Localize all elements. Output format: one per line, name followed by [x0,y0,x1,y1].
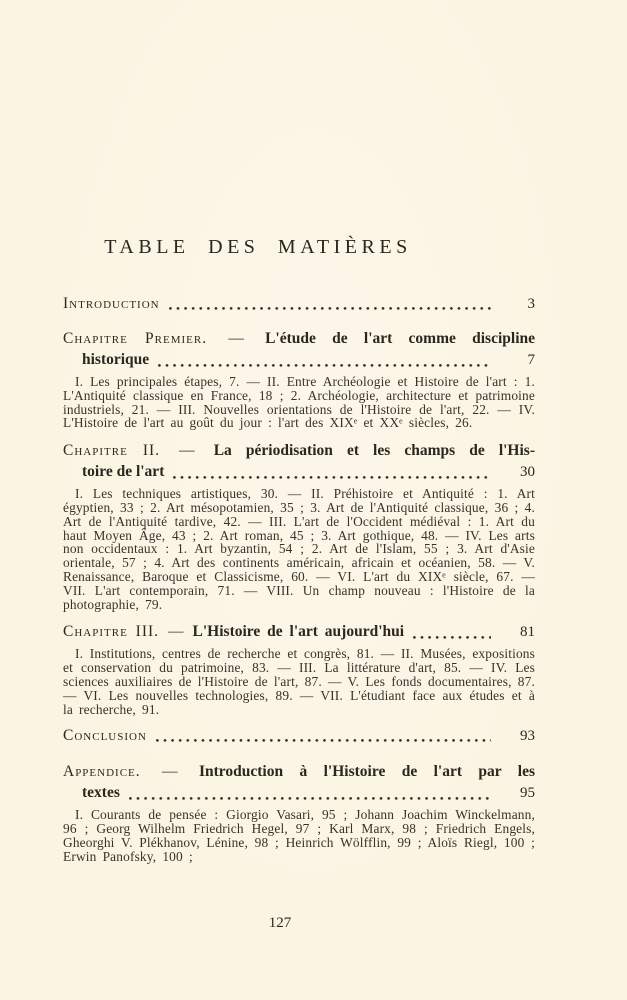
chapter-summary: I. Les principales étapes, 7. — II. Entre Archéologie et Histoire de l'art : 1. L'Antiquité classique en France, 18 ; 2. Archéologie, architecture et patrimoine industriels, 21. — III. Nouvelles orientations de l'Histoire de l'art, 22. — IV. L'Histoire de l'art au goût du jour : l'art des XIXᵉ et XXᵉ siècles, 26. [63,374,535,431]
em-dash: — [168,623,184,641]
chapter-title-continued: historique [82,351,150,368]
em-dash: — [179,442,195,460]
chapter-heading-line [63,621,535,643]
chapter-heading-continuation [63,349,535,371]
dot-leader [173,476,491,479]
entry-page-number: 93 [520,728,535,745]
entry-heading: Conclusion [63,727,147,745]
chapter-label: Chapitre Premier. [63,330,208,347]
chapter-heading-line [63,440,535,461]
page-title: TABLE DES MATIÈRES [104,236,412,258]
em-dash: — [228,330,244,347]
chapter-heading-line [63,761,535,782]
chapter-heading-continuation [63,782,535,804]
entry-page-number: 81 [520,624,535,641]
chapter-label: Chapitre III. [63,623,160,641]
entry-page-number: 7 [527,352,535,368]
entry-heading: Introduction [63,295,160,312]
chapter-heading-line [63,328,535,349]
chapter-title: Introduction à l'Histoire de l'art par les [198,763,536,781]
dot-leader [413,636,491,639]
chapter-title-continued: textes [82,784,120,802]
dot-leader [156,739,491,742]
folio-page-number: 127 [268,915,292,931]
entry-page-number: 95 [520,785,535,802]
entry-page-number: 30 [520,464,535,481]
toc-entry-introduction [63,294,535,314]
chapter-title-continued: toire de l'art [82,463,165,481]
toc-entry-conclusion [63,726,535,746]
chapter-label: Appendice. [63,763,141,781]
dot-leader [129,797,491,800]
chapter-summary: I. Les techniques artistiques, 30. — II. Préhistoire et Antiquité : 1. Art égyptien, 33 ; 2. Art mésopotamien, 35 ; 3. Art de l'Antiquité classique, 36 ; 4. Art de l'Antiquité tardive, 42. — III. L'art de l'Occident médiéval : 1. Art du haut Moyen Âge, 43 ; 2. Art roman, 45 ; 3. Art gothique, 48. — IV. Les arts non occidentaux : 1. Art byzantin, 54 ; 2. Art de l'Islam, 55 ; 3. Art d'Asie orientale, 57 ; 4. Art des continents américain, africain et océanien, 58. — V. Renaissance, Baroque et Classicisme, 60. — VI. L'art du XIXᵉ siècle, 67. — VII. L'art contemporain, 71. — VIII. Un champ nouveau : l'Histoire de la photographie, 79. [63,486,535,612]
table-of-contents [63,294,535,874]
chapter-title: L'Histoire de l'art aujourd'hui [192,623,405,641]
toc-entry-chapitre-2 [63,440,535,611]
chapter-summary: I. Courants de pensée : Giorgio Vasari, 95 ; Johann Joachim Winckelmann, 96 ; Georg Wilhelm Friedrich Hegel, 97 ; Karl Marx, 98 ; Friedrich Engels, Gheorghi V. Plékhanov, Lénine, 98 ; Heinrich Wölfflin, 99 ; Aloïs Riegl, 100 ; Erwin Panofsky, 100 ; [63,807,535,864]
toc-entry-chapitre-premier [63,328,535,430]
em-dash: — [162,763,178,781]
chapter-title: La périodisation et les champs de l'His- [213,442,535,460]
chapter-summary: I. Institutions, centres de recherche et congrès, 81. — II. Musées, expositions et conservation du patrimoine, 83. — III. La littérature d'art, 85. — IV. Les sciences auxiliaires de l'Histoire de l'art, 87. — V. Les fonds documentaires, 87. — VI. Les nouvelles technologies, 89. — VII. L'étudiant face aux études et à la recherche, 91. [63,646,535,717]
dot-leader [169,307,491,310]
entry-page-number: 3 [527,296,535,312]
dot-leader [158,364,491,367]
toc-entry-chapitre-3 [63,621,535,716]
chapter-heading-continuation [63,461,535,483]
toc-entry-appendice [63,761,535,863]
chapter-title: L'étude de l'art comme discipline [265,330,536,347]
chapter-label: Chapitre II. [63,442,161,460]
